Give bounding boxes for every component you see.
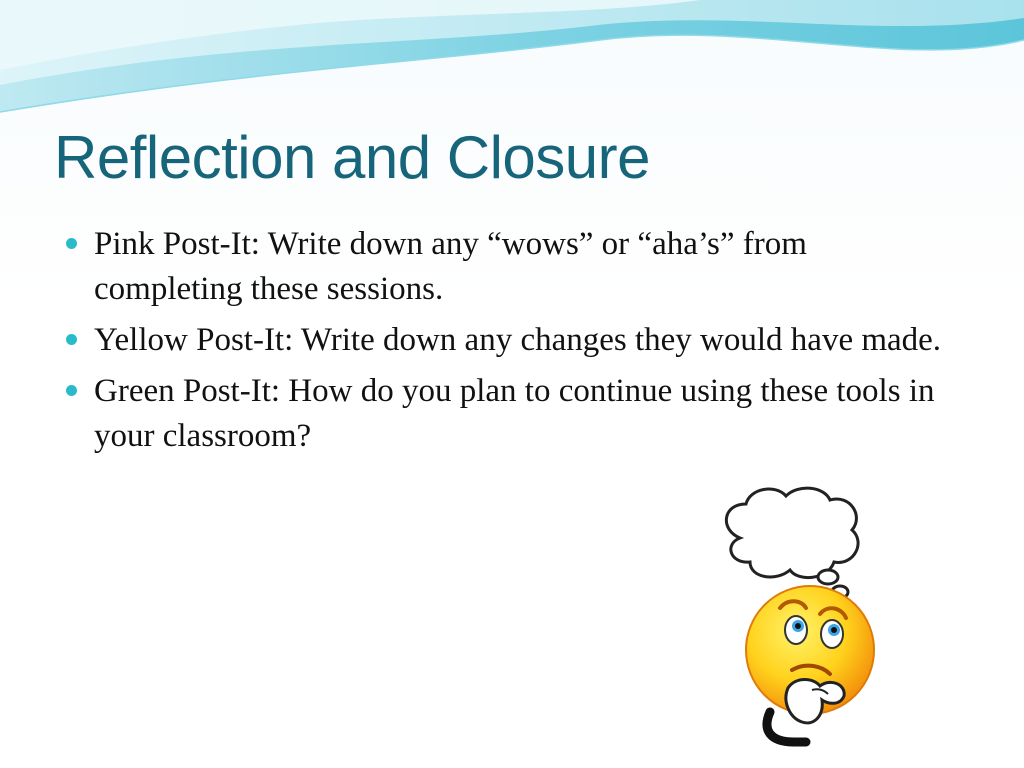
- bullet-pink-post-it: [64, 222, 944, 312]
- bullet-marker-icon: [66, 238, 77, 249]
- bullet-yellow-post-it: [64, 318, 944, 363]
- bullet-marker-icon: [66, 385, 77, 396]
- bullet-green-post-it: [64, 369, 944, 459]
- thinking-smiley-icon: [710, 480, 900, 750]
- slide-title: Reflection and Closure: [54, 124, 651, 191]
- bullet-marker-icon: [66, 334, 77, 345]
- bullet-text: Green Post-It: How do you plan to continue using these tools in your classroom?: [94, 373, 935, 454]
- header-wave: [0, 0, 1024, 130]
- bullet-text: Pink Post-It: Write down any “wows” or “aha’s” from completing these sessions.: [94, 226, 807, 307]
- bullet-list: [64, 222, 944, 465]
- bullet-text: Yellow Post-It: Write down any changes they would have made.: [94, 322, 942, 358]
